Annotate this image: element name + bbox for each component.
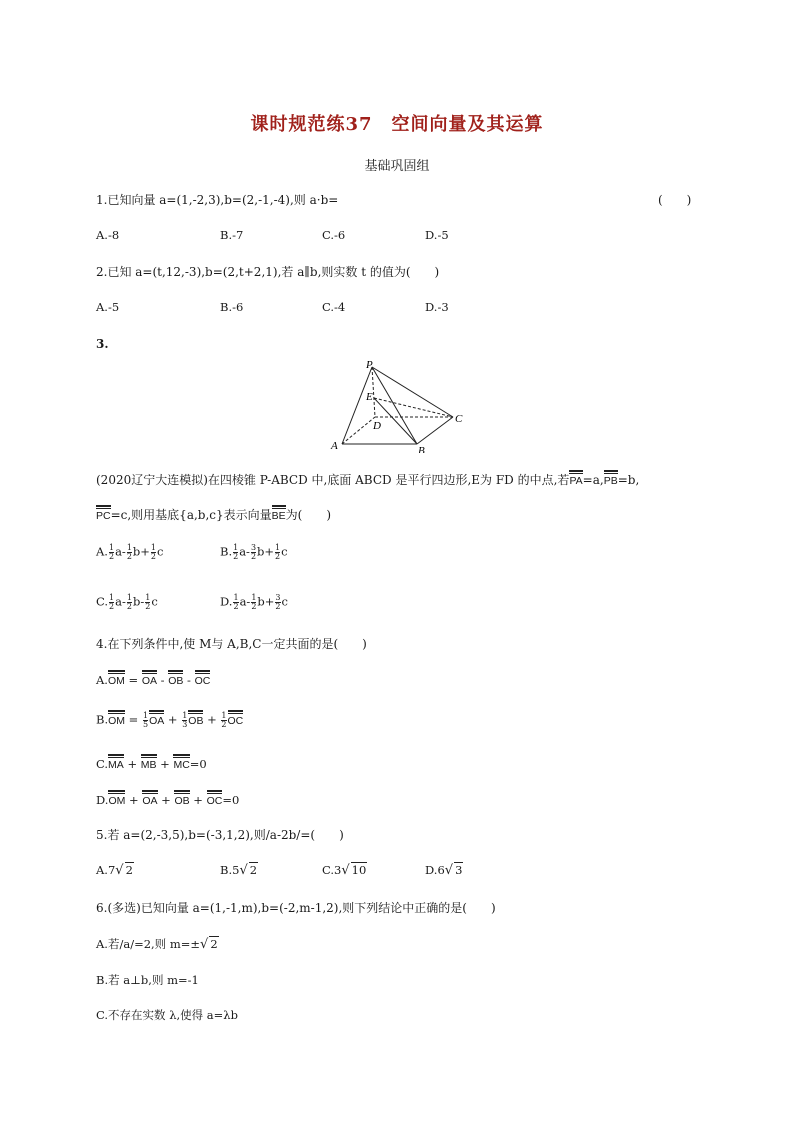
q1-option-b: B.-7 — [220, 228, 244, 242]
q5-option-d: D.6√ 3 — [425, 863, 463, 878]
q1-option-a: A.-8 — [96, 228, 120, 242]
vector-be: BE — [271, 510, 286, 522]
page-title: 课时规范练37 空间向量及其运算 — [250, 114, 544, 135]
q3-label: 3. — [96, 337, 109, 351]
q4-option-b: B.OM = $\frac{1}{5}$ OA + $\frac{1}{3}$ OB + $\frac{1}{2}$ OC — [96, 711, 244, 729]
q4-option-d: D.OM + OA + OB + OC=0 — [96, 793, 240, 807]
q1-option-d: D.-5 — [425, 228, 449, 242]
q4-option-a: A.OM = OA - OB - OC — [96, 673, 211, 687]
q3-option-c: C. $\frac{1}{2}$ a- $\frac{1}{2}$ b- $\frac{1}{2}$ c — [96, 593, 158, 611]
q6-stem: 6.(多选)已知向量 a=(1,-1,m),b=(-2,m-1,2),则下列结论中正确的是( ) — [96, 901, 496, 915]
q5-option-b: B.5√ 2 — [220, 863, 258, 878]
q1-stem: 1.已知向量 a=(1,-2,3),b=(2,-1,-4),则 a·b= — [96, 193, 339, 207]
q4-stem: 4.在下列条件中,使 M与 A,B,C一定共面的是( ) — [96, 637, 367, 651]
section-subtitle: 基础巩固组 — [364, 159, 430, 174]
q6-option-b: B.若 a⊥b,则 m=-1 — [96, 973, 199, 987]
q5-option-c: C.3√ 10 — [322, 863, 367, 878]
q2-option-a: A.-5 — [96, 300, 120, 314]
q5-stem: 5.若 a=(2,-3,5),b=(-3,1,2),则/a-2b/=( ) — [96, 828, 344, 842]
q5-option-a: A.7√ 2 — [96, 863, 133, 878]
edge-pa — [342, 367, 372, 444]
edge-pb — [372, 367, 417, 444]
q3-option-d: D. $\frac{1}{2}$ a- $\frac{1}{2}$ b+ $\frac{3}{2}$ c — [220, 593, 288, 611]
q2-option-b: B.-6 — [220, 300, 244, 314]
vector-pb: PB — [603, 475, 618, 487]
q6-option-a: A.若/a/=2,则 m=±√ 2 — [96, 937, 218, 952]
edge-bc — [417, 417, 453, 444]
q3-stem-line1: (2020辽宁大连模拟)在四棱锥 P-ABCD 中,底面 ABCD 是平行四边形,E为 FD 的中点,若PA=a,PB=b, — [96, 473, 640, 487]
vector-pc: PC — [96, 510, 111, 522]
q4-option-c: C.MA + MB + MC=0 — [96, 757, 207, 771]
label-b: B — [418, 445, 425, 453]
label-e: E — [366, 391, 373, 403]
q3-option-b: B. $\frac{1}{2}$ a- $\frac{3}{2}$ b+ $\frac{1}{2}$ c — [220, 543, 288, 561]
pyramid-figure — [325, 358, 470, 453]
q3-stem-line2: PC=c,则用基底{a,b,c}表示向量BE为( ) — [96, 508, 332, 522]
q1-answer-paren: ( ) — [658, 193, 692, 207]
edge-ec — [374, 398, 453, 417]
label-a: A — [331, 440, 338, 452]
label-p: P — [366, 359, 373, 371]
q3-option-a: A. $\frac{1}{2}$ a- $\frac{1}{2}$ b+ $\frac{1}{2}$ c — [96, 543, 164, 561]
q6-option-c: C.不存在实数 λ,使得 a=λb — [96, 1008, 238, 1022]
q2-option-c: C.-4 — [322, 300, 346, 314]
q1-option-c: C.-6 — [322, 228, 346, 242]
label-c: C — [455, 413, 463, 425]
q2-option-d: D.-3 — [425, 300, 449, 314]
label-d: D — [373, 420, 381, 432]
q2-stem: 2.已知 a=(t,12,-3),b=(2,t+2,1),若 a∥b,则实数 t 的值为( ) — [96, 265, 440, 279]
vector-pa: PA — [569, 475, 583, 487]
